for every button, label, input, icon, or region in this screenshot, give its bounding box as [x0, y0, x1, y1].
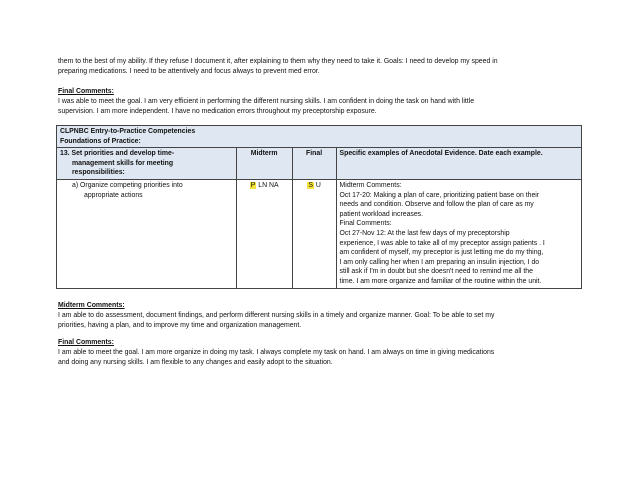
competency-table: [56, 125, 582, 289]
top-final-comments: [58, 87, 578, 117]
table-header-row: [57, 126, 582, 148]
text-line: experience, I was able to take all of my preceptor assign patients . I: [339, 239, 545, 247]
text-line: I am able to meet the goal. I am more organize in doing my task. I always complete my task on hand. I am always on time in giving medications: [58, 349, 495, 356]
table-title: CLPNBC Entry-to-Practice Competencies: [60, 128, 196, 135]
final-rating-cell: [292, 179, 336, 288]
table-row: [57, 179, 582, 288]
text-line: still ask if I'm in doubt but she doesn't need to remind me all the: [339, 268, 533, 276]
text-line: needs and condition. Observe and follow the plan of care as my: [339, 201, 534, 209]
text-line: and doing any nursing skills. I am flexible to any changes and easily adopt to the situation.: [58, 359, 333, 366]
text-line: preparing medications. I need to be attentively and focus always to prevent med error.: [58, 68, 320, 75]
text-line: management skills for meeting: [72, 159, 174, 167]
bottom-midterm-comments: [58, 301, 578, 331]
top-paragraph: [58, 57, 578, 77]
text-line: patient workload increases.: [339, 210, 424, 218]
text-line: I am able to do assessment, document findings, and perform different nursing skills in a timely and organize manner. Goal: To be able to set my: [58, 312, 495, 319]
final-selected-rating: S: [308, 181, 313, 189]
bottom-final-comments: [58, 338, 578, 368]
examples-column-header: Specific examples of Anecdotal Evidence. Date each example.: [336, 148, 581, 180]
text-line: a) Organize competing priorities into: [72, 181, 183, 189]
final-column-header: Final: [292, 148, 336, 180]
final-other-ratings: U: [313, 181, 321, 189]
text-line: Oct 27-Nov 12: At the last few days of my preceptorship: [339, 229, 510, 237]
text-line: Midterm Comments:: [339, 181, 402, 189]
midterm-comments-heading: Midterm Comments:: [58, 302, 125, 309]
item-cell: [57, 179, 237, 288]
final-comments-heading: Final Comments:: [58, 339, 114, 346]
text-line: I was able to meet the goal. I am very efficient in performing the different nursing skills. I am confident in doing the task on hand with little: [58, 98, 475, 105]
text-line: 13. Set priorities and develop time-: [60, 150, 175, 158]
table-subtitle: Foundations of Practice:: [60, 137, 141, 145]
competency-cell: [57, 148, 237, 180]
text-line: priorities, having a plan, and to improve my time and organization management.: [58, 322, 302, 329]
text-line: supervision. I am more independent. I have no medication errors throughout my preceptorship exposure.: [58, 108, 377, 115]
text-line: appropriate actions: [84, 191, 143, 199]
final-comments-heading: Final Comments:: [58, 88, 114, 95]
midterm-other-ratings: LN NA: [256, 181, 279, 189]
text-line: time. I am more organize and familiar of the routine within the unit.: [339, 277, 542, 285]
evidence-cell: [336, 179, 581, 288]
text-line: Final Comments:: [339, 220, 392, 228]
text-line: am confident of myself, my preceptor is just letting me do my thing,: [339, 249, 544, 257]
midterm-selected-rating: P: [250, 181, 256, 189]
midterm-rating-cell: [236, 179, 292, 288]
text-line: I am only calling her when I am preparing an insulin injection, I do: [339, 258, 540, 266]
table-header-cell: [57, 126, 582, 148]
text-line: them to the best of my ability. If they refuse I document it, after explaining to them why they need to take it. Goals: I need to develop my speed in: [58, 58, 498, 65]
text-line: responsibilities:: [72, 169, 125, 177]
text-line: Oct 17-20: Making a plan of care, prioritizing patient base on their: [339, 191, 540, 199]
column-header-row: [57, 148, 582, 180]
midterm-column-header: Midterm: [236, 148, 292, 180]
